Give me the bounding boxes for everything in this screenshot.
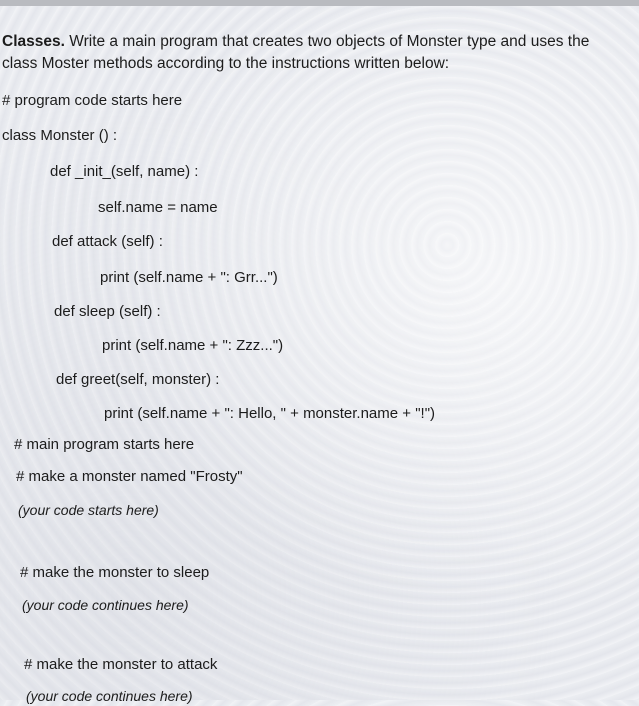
code-def-init: def _init_(self, name) : xyxy=(50,163,199,180)
code-class-definition: class Monster () : xyxy=(2,127,118,144)
code-comment-attack: # make the monster to attack xyxy=(24,656,218,673)
code-print-attack: print (self.name + ": Grr...") xyxy=(100,269,278,286)
question-prompt xyxy=(2,31,612,75)
code-comment-program-start: # program code starts here xyxy=(2,92,183,109)
code-comment-sleep: # make the monster to sleep xyxy=(20,564,210,581)
code-def-sleep: def sleep (self) : xyxy=(54,303,161,320)
answer-placeholder-3: (your code continues here) xyxy=(26,688,193,704)
code-def-attack: def attack (self) : xyxy=(52,233,163,250)
code-print-sleep: print (self.name + ": Zzz...") xyxy=(102,337,284,354)
question-text: Write a main program that creates two objects of Monster type and uses the class Moster methods according to the instructions written below: xyxy=(2,33,590,72)
code-comment-main-start: # main program starts here xyxy=(14,436,195,453)
code-comment-make-frosty: # make a monster named "Frosty" xyxy=(16,468,243,485)
question-page xyxy=(0,6,639,704)
question-heading: Classes. xyxy=(2,33,65,50)
code-def-greet: def greet(self, monster) : xyxy=(56,371,220,388)
code-print-greet: print (self.name + ": Hello, " + monster.name + "!") xyxy=(104,405,436,422)
answer-placeholder-1: (your code starts here) xyxy=(18,502,159,518)
code-assign-name: self.name = name xyxy=(98,199,218,216)
answer-placeholder-2: (your code continues here) xyxy=(22,597,189,613)
